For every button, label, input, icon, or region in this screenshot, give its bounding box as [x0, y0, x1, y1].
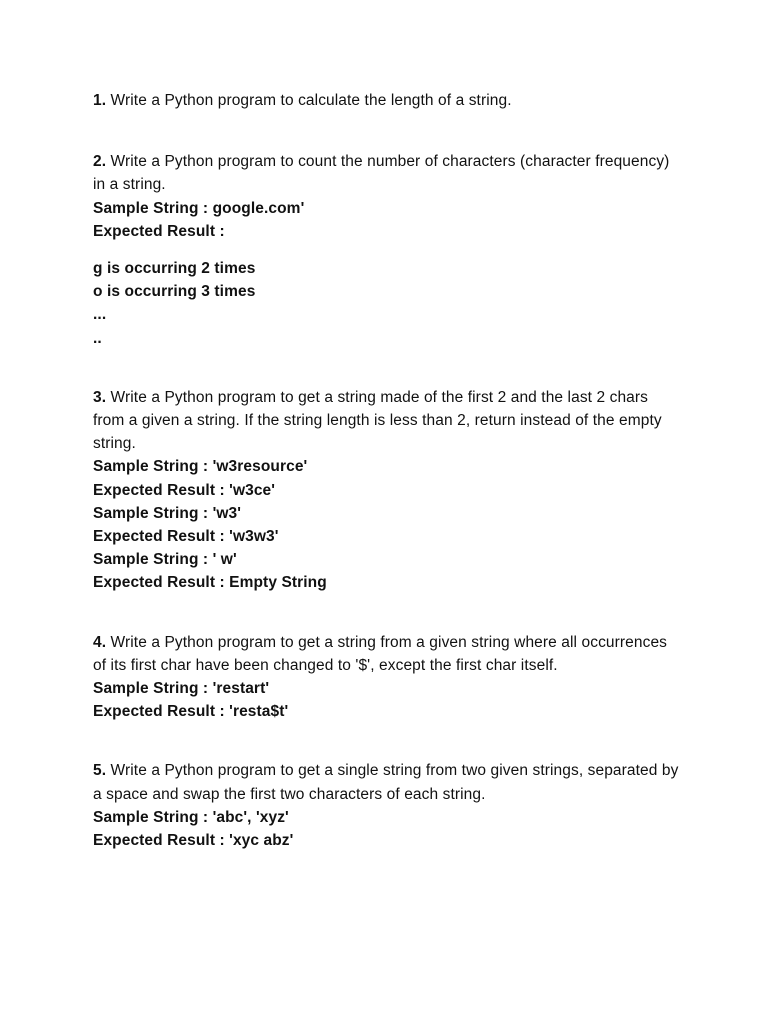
- spacer: [93, 112, 683, 150]
- expected-result: Expected Result : 'xyc abz': [93, 832, 294, 850]
- spacer: [93, 723, 683, 759]
- question-number: 1.: [93, 92, 107, 109]
- question-2: [93, 150, 683, 196]
- result-line: o is occurring 3 times: [93, 283, 256, 301]
- question-text: Write a Python program to get a string made of the first 2 and the last 2 chars from a given a string. If the string length is less than 2, return instead of the empty string.: [93, 388, 662, 453]
- spacer: [93, 243, 683, 257]
- expected-result: Expected Result : 'w3w3': [93, 528, 279, 546]
- result-line: g is occurring 2 times: [93, 260, 256, 278]
- question-text: Write a Python program to get a single string from two given strings, separated by a space and swap the first two characters of each string.: [93, 762, 679, 803]
- sample-string: Sample String : google.com': [93, 199, 305, 217]
- sample-string: Sample String : 'restart': [93, 680, 270, 698]
- question-4: [93, 631, 683, 677]
- expected-result: Expected Result : 'resta$t': [93, 703, 289, 721]
- exercise-list: [93, 89, 683, 852]
- question-text: Write a Python program to get a string from a given string where all occurrences of its first char have been changed to '$', except the first char itself.: [93, 633, 668, 674]
- expected-result: Expected Result : 'w3ce': [93, 481, 276, 499]
- question-1: [93, 89, 683, 112]
- sample-string: Sample String : 'abc', 'xyz': [93, 808, 289, 826]
- question-number: 4.: [93, 633, 107, 651]
- sample-string: Sample String : 'w3resource': [93, 458, 308, 476]
- expected-result: Expected Result : Empty String: [93, 574, 327, 592]
- result-line: ..: [93, 329, 102, 347]
- spacer: [93, 350, 683, 386]
- sample-string: Sample String : ' w': [93, 551, 237, 569]
- question-number: 3.: [93, 388, 107, 406]
- question-5: [93, 759, 683, 805]
- question-3: [93, 386, 683, 456]
- sample-string: Sample String : 'w3': [93, 504, 242, 522]
- result-line: ...: [93, 306, 107, 324]
- question-number: 2.: [93, 153, 107, 171]
- spacer: [93, 595, 683, 631]
- question-text: Write a Python program to calculate the length of a string.: [106, 92, 512, 109]
- expected-result: Expected Result :: [93, 222, 225, 240]
- question-text: Write a Python program to count the number of characters (character frequency) in a string.: [93, 153, 670, 194]
- question-number: 5.: [93, 762, 107, 780]
